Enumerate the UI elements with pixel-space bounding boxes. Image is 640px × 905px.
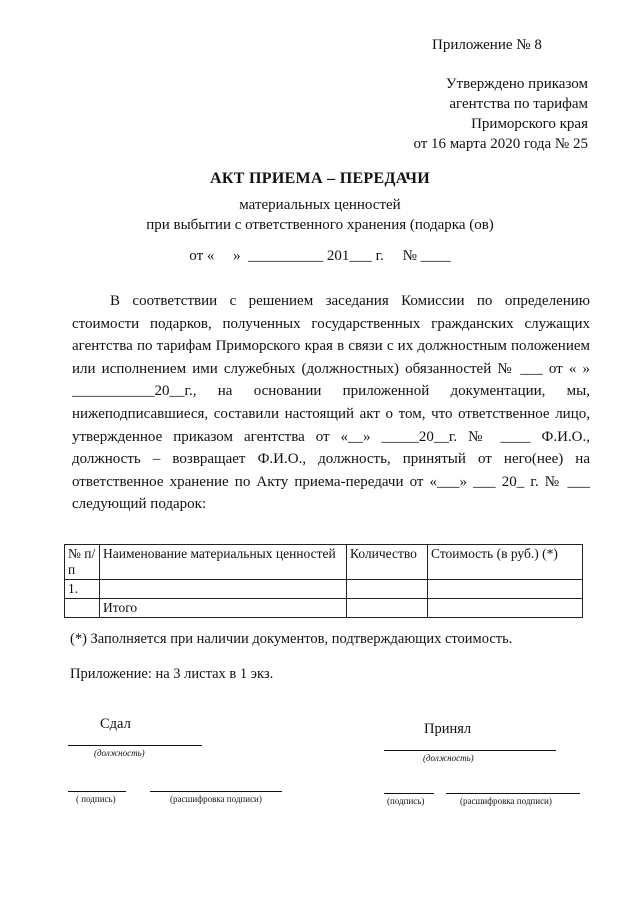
right-decode-caption: (расшифровка подписи) — [460, 796, 552, 806]
left-decode-caption: (расшифровка подписи) — [170, 794, 262, 804]
table-cell — [428, 599, 583, 618]
table-cell — [100, 580, 347, 599]
table-cell: 1. — [65, 580, 100, 599]
approval-line: Утверждено приказом — [445, 76, 588, 92]
goods-table — [64, 544, 583, 618]
table-cell — [347, 580, 428, 599]
table-cell — [347, 599, 428, 618]
attachment-note: Приложение: на 3 листах в 1 экз. — [70, 666, 274, 682]
table-header-row — [65, 545, 583, 580]
table-row-total — [65, 599, 583, 618]
right-position-caption: (должность) — [423, 753, 474, 763]
header-cell-number: № п/п — [65, 545, 100, 580]
subtitle-line: материальных ценностей — [239, 197, 401, 213]
header-cell-quantity: Количество — [347, 545, 428, 580]
approval-line: агентства по тарифам — [449, 96, 588, 112]
right-signature-line — [384, 793, 434, 794]
table-row — [65, 580, 583, 599]
subtitle-line: при выбытии с ответственного хранения (подарка (ов) — [146, 217, 494, 233]
document-subtitle — [0, 195, 640, 235]
right-signature-caption: (подпись) — [387, 796, 425, 806]
left-position-caption: (должность) — [94, 748, 145, 758]
table-cell-total-label: Итого — [100, 599, 347, 618]
date-number-line: от « » __________ 201___ г. № ____ — [189, 248, 451, 264]
approval-line: Приморского края — [471, 116, 588, 132]
left-decode-line — [150, 791, 282, 792]
left-signature-caption: ( подпись) — [76, 794, 116, 804]
left-signature-line — [68, 791, 126, 792]
approval-line: от 16 марта 2020 года № 25 — [413, 136, 588, 152]
table-cell — [65, 599, 100, 618]
right-position-line — [384, 750, 556, 751]
handed-over-label: Сдал — [100, 716, 131, 732]
received-label: Принял — [424, 721, 472, 737]
body-paragraph-text: В соответствии с решением заседания Комиссии по определению стоимости подарков, полученных государственных гражданских служащих агентства по тарифам Приморского края в связи с их должностным положением или исполнением ими служебных (должностных) обязанностей № ___ от « » ___________20__г., на основании приложенной документации, мы, нижеподписавшиеся, составили настоящий акт о том, что ответственное лицо, утвержденное приказом агентства от «__» _____20__г. № ____ Ф.И.О., должность – возвращает Ф.И.О., должность, принятый от него(нее) на ответственное хранение по Акту приема-передачи от «___» ___ 20_ г. № ___ следующий подарок: — [72, 293, 590, 513]
right-decode-line — [446, 793, 580, 794]
approval-block — [400, 74, 588, 154]
document-title: АКТ ПРИЕМА – ПЕРЕДАЧИ — [209, 170, 430, 187]
table-cell — [428, 580, 583, 599]
appendix-number: Приложение № 8 — [432, 37, 542, 53]
left-position-line — [68, 745, 202, 746]
header-cell-name: Наименование материальных ценностей — [100, 545, 347, 580]
header-cell-cost: Стоимость (в руб.) (*) — [428, 545, 583, 580]
footnote: (*) Заполняется при наличии документов, подтверждающих стоимость. — [70, 631, 513, 647]
body-paragraph — [72, 290, 590, 516]
